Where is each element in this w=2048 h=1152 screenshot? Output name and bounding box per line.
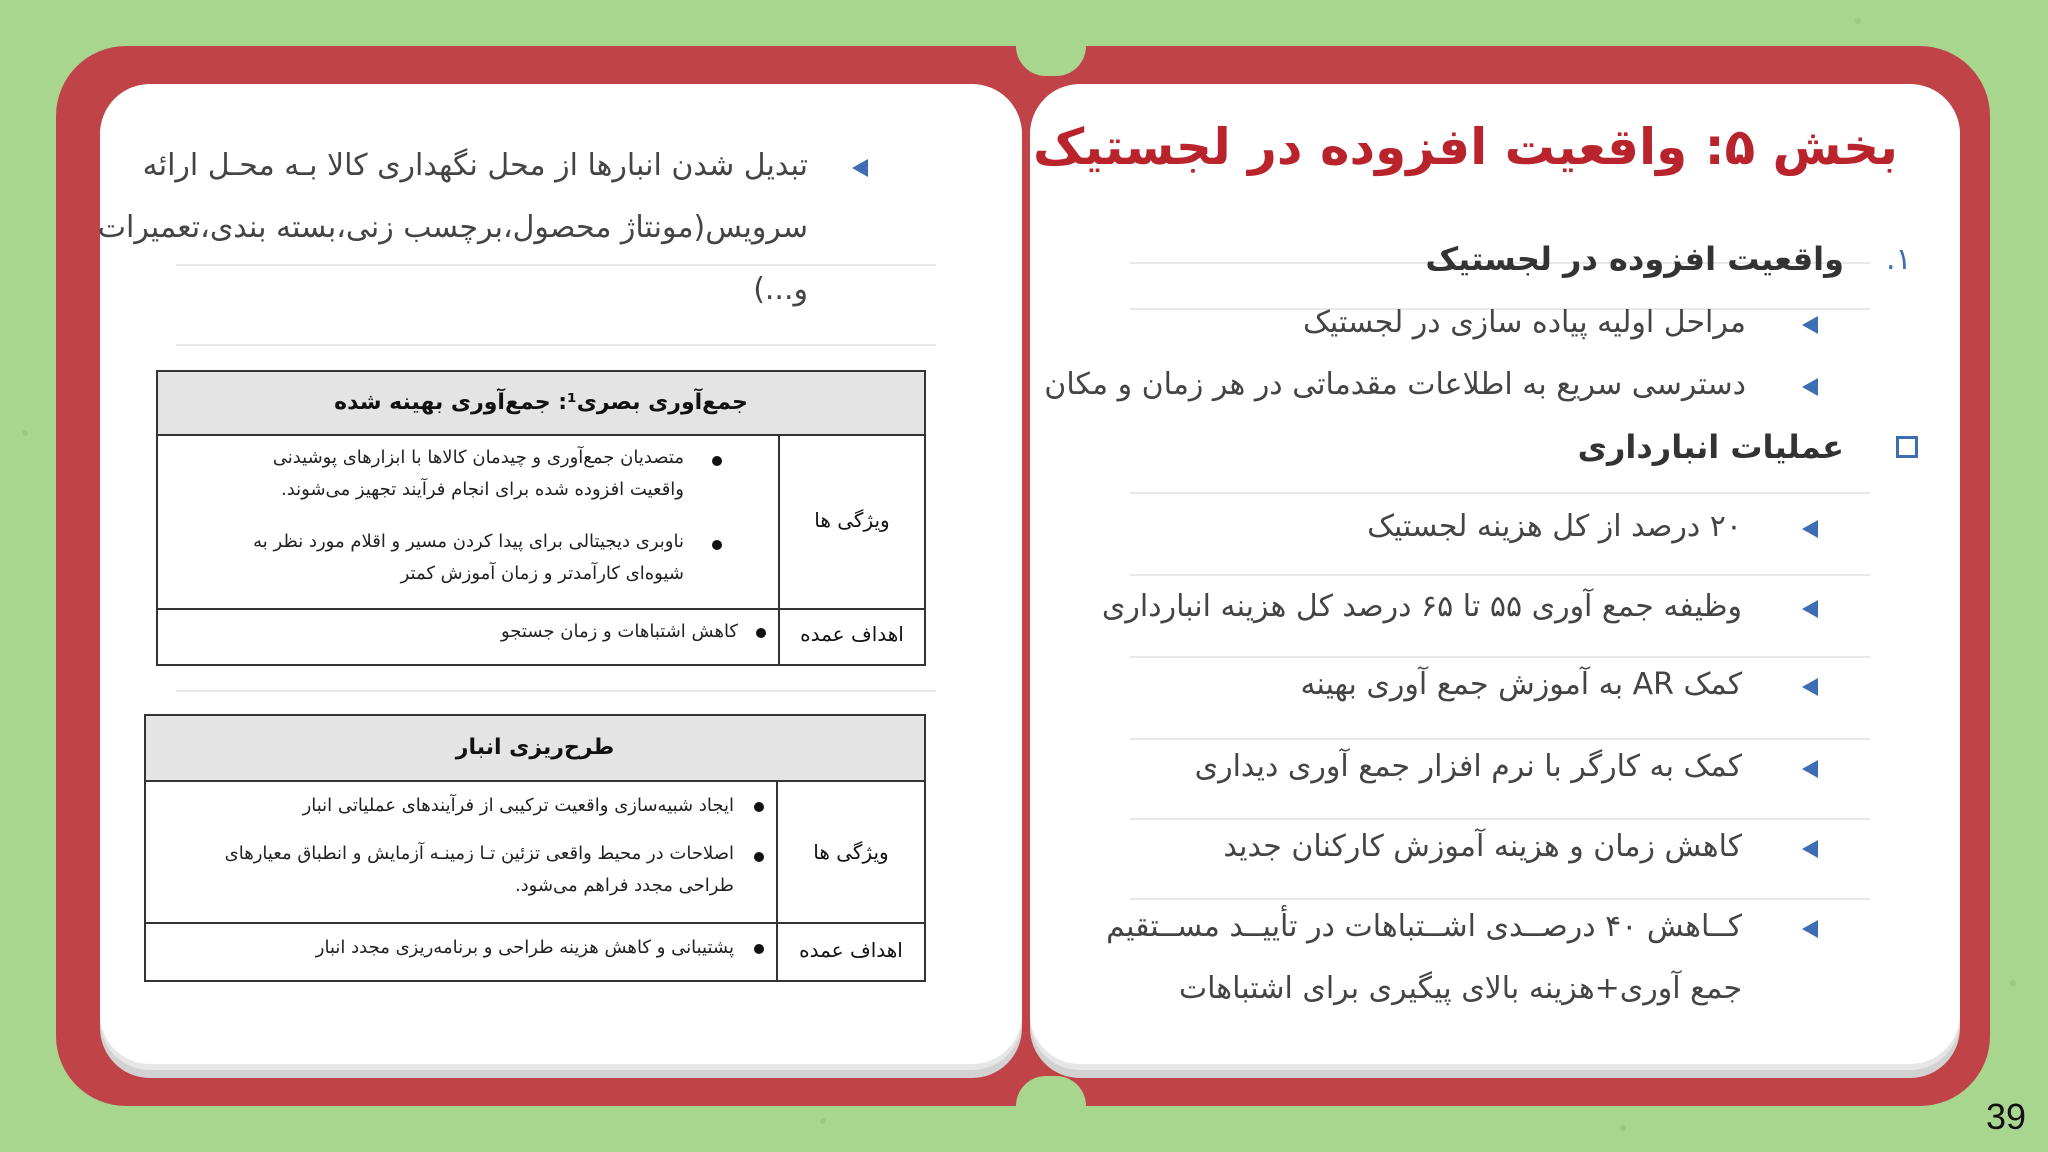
section-2-item-last-line-2: جمع آوری+هزینه بالای پیگیری برای اشتباهات <box>1178 971 1742 1006</box>
bullet-arrow-icon <box>1802 678 1818 696</box>
bullet-arrow-icon <box>1802 920 1818 938</box>
visual-picking-table <box>156 370 926 666</box>
left-intro-line-1: تبدیل شدن انبارها از محل نگهداری کالا بـه محـل ارائه <box>142 148 808 183</box>
notebook-rule <box>1130 898 1870 900</box>
bullet-dot <box>712 456 722 466</box>
bullet-dot <box>754 852 764 862</box>
bullet-dot <box>712 540 722 550</box>
notebook-rule <box>1130 574 1870 576</box>
table-divider <box>158 608 924 610</box>
feature-text: اصلاحات در محیط واقعی تزئین تـا زمینـه آزمایش و انطباق معیارهای طراحی مجدد فراهم می‌شود. <box>224 843 734 896</box>
goals-label: اهداف عمده <box>800 622 904 646</box>
page-number: 39 <box>1985 1096 2026 1137</box>
checkbox-square-icon <box>1896 436 1918 458</box>
background-speck <box>1620 1125 1626 1131</box>
background-speck <box>1855 18 1861 24</box>
bullet-arrow-icon <box>1802 520 1818 538</box>
table-header: جمع‌آوری بصری¹: جمع‌آوری بهینه شده <box>158 372 924 436</box>
bullet-arrow-icon <box>852 159 868 177</box>
background-speck <box>2010 980 2016 986</box>
bullet-arrow-icon <box>1802 760 1818 778</box>
bullet-arrow-icon <box>1802 316 1818 334</box>
left-intro-line-2: سرویس(مونتاژ محصول،برچسب زنی،بسته بندی،تعمیرات <box>97 210 808 245</box>
bullet-dot <box>754 802 764 812</box>
section-2-item: وظیفه جمع آوری ۵۵ تا ۶۵ درصد کل هزینه انبارداری <box>1101 589 1742 624</box>
section-2-item-last-line-1: کــاهش ۴۰ درصــدی اشــتباهات در تأییــد مســتقیم <box>1106 909 1742 944</box>
features-label: ویژگی ها <box>814 508 890 532</box>
bullet-dot <box>756 628 766 638</box>
table-divider <box>146 922 924 924</box>
bullet-arrow-icon <box>1802 378 1818 396</box>
section-2-item: کمک به کارگر با نرم افزار جمع آوری دیداری <box>1194 749 1742 784</box>
section-1-heading: واقعیت افزوده در لجستیک <box>1425 240 1844 278</box>
goal-text: پشتیبانی و کاهش هزینه طراحی و برنامه‌ریزی مجدد انبار <box>315 937 734 958</box>
goal-text: کاهش اشتباهات و زمان جستجو <box>501 621 738 642</box>
notebook-rule <box>1130 818 1870 820</box>
table-header: طرح‌ریزی انبار <box>146 716 924 782</box>
features-label: ویژگی ها <box>813 840 889 864</box>
bullet-arrow-icon <box>1802 840 1818 858</box>
left-intro-line-3: و...) <box>753 272 808 307</box>
notebook-rule <box>176 344 936 346</box>
notebook-rule <box>1130 656 1870 658</box>
warehouse-planning-table <box>144 714 926 982</box>
notebook-rule <box>176 690 936 692</box>
section-2-item: ۲۰ درصد از کل هزینه لجستیک <box>1367 509 1742 544</box>
section-1-item: مراحل اولیه پیاده سازی در لجستیک <box>1303 305 1746 340</box>
section-2-heading: عملیات انبارداری <box>1577 428 1844 466</box>
slide-title: بخش ۵: واقعیت افزوده در لجستیک <box>1033 118 1898 176</box>
notebook-rule <box>1130 492 1870 494</box>
feature-text: متصدیان جمع‌آوری و چیدمان کالاها با ابزارهای پوشیدنی واقعیت افزوده شده برای انجام فرآیند تجهیز می‌شوند. <box>272 447 684 500</box>
feature-text: ایجاد شبیه‌سازی واقعیت ترکیبی از فرآیندهای عملیاتی انبار <box>302 795 734 816</box>
section-2-item: کاهش زمان و هزینه آموزش کارکنان جدید <box>1223 829 1742 864</box>
section-1-item: دسترسی سریع به اطلاعات مقدماتی در هر زمان و مکان <box>1044 367 1746 402</box>
notebook-rule <box>176 264 936 266</box>
feature-text: ناوبری دیجیتالی برای پیدا کردن مسیر و اقلام مورد نظر به شیوه‌ای کارآمدتر و زمان آموزش کمتر <box>253 531 684 584</box>
bullet-arrow-icon <box>1802 600 1818 618</box>
goals-label: اهداف عمده <box>799 938 903 962</box>
section-2-item: کمک AR به آموزش جمع آوری بهینه <box>1300 667 1742 702</box>
background-speck <box>820 1118 826 1124</box>
bullet-dot <box>754 944 764 954</box>
notebook-rule <box>1130 738 1870 740</box>
background-speck <box>22 430 28 436</box>
section-number: ۱. <box>1886 242 1912 277</box>
